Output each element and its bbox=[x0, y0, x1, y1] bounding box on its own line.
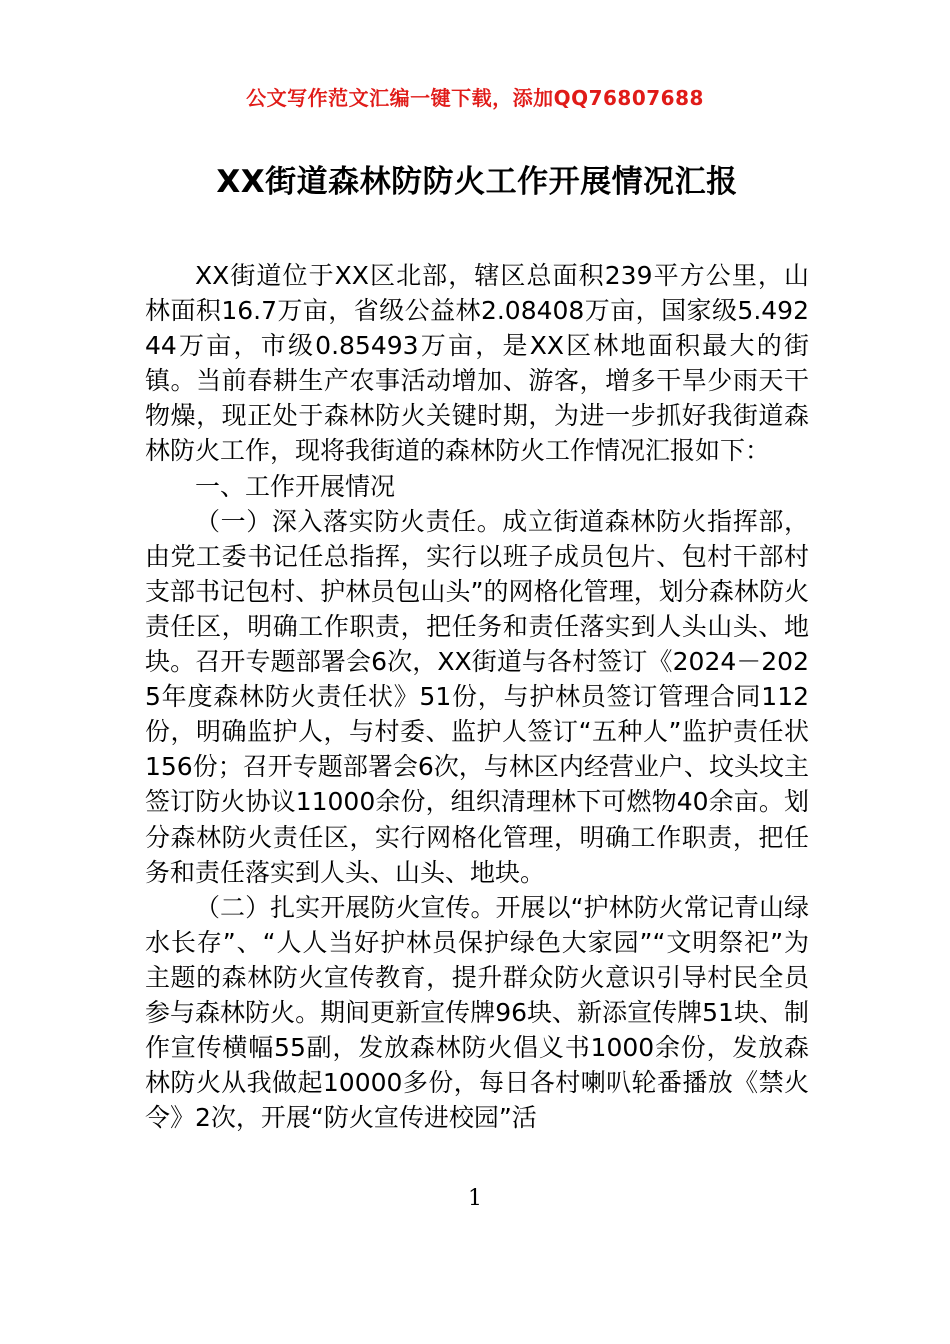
title-spacer bbox=[145, 204, 809, 258]
section-heading-one: 一、工作开展情况 bbox=[195, 471, 396, 501]
promo-watermark: 公文写作范文汇编一键下载，添加QQ76807688 bbox=[246, 86, 704, 110]
paragraph-item-one: （一）深入落实防火责任。成立街道森林防火指挥部，由党工委书记任总指挥，实行以班子成员包片、包村干部村支部书记包村、护林员包山头”的网格化管理，划分森林防火责任区，明确工作职责，把任务和责任落实到人头山头、地块。召开专题部署会6次，XX街道与各村签订《2024－2025年度森林防火责任状》51份，与护林员签订管理合同112份，明确监护人，与村委、监护人签订“五种人”监护责任状156份；召开专题部署会6次，与林区内经营业户、坟头坟主签订防火协议11000余份，组织清理林下可燃物40余亩。划分森林防火责任区，实行网格化管理，明确工作职责，把任务和责任落实到人头、山头、地块。 bbox=[145, 506, 809, 887]
page-number: 1 bbox=[468, 1186, 482, 1211]
page-title: XX街道森林防防火工作开展情况汇报 bbox=[216, 164, 738, 200]
paragraph-intro: XX街道位于XX区北部，辖区总面积239平方公里，山林面积16.7万亩，省级公益林2.08408万亩，国家级5.49244万亩，市级0.85493万亩，是XX区林地面积最大的街镇。当前春耕生产农事活动增加、游客，增多干旱少雨天干物燥，现正处于森林防火关键时期，为进一步抓好我街道森林防火工作，现将我街道的森林防火工作情况汇报如下： bbox=[145, 261, 809, 466]
paragraph-item-two: （二）扎实开展防火宣传。开展以“护林防火常记青山绿水长存”、“人人当好护林员保护绿色大家园”“文明祭祀”为主题的森林防火宣传教育，提升群众防火意识引导村民全员参与森林防火。期间更新宣传牌96块、新添宣传牌51块、制作宣传横幅55副，发放森林防火倡义书1000余份，发放森林防火从我做起10000多份，每日各村喇叭轮番播放《禁火令》2次，开展“防火宣传进校园”活 bbox=[145, 892, 809, 1133]
document-body bbox=[145, 160, 809, 1135]
